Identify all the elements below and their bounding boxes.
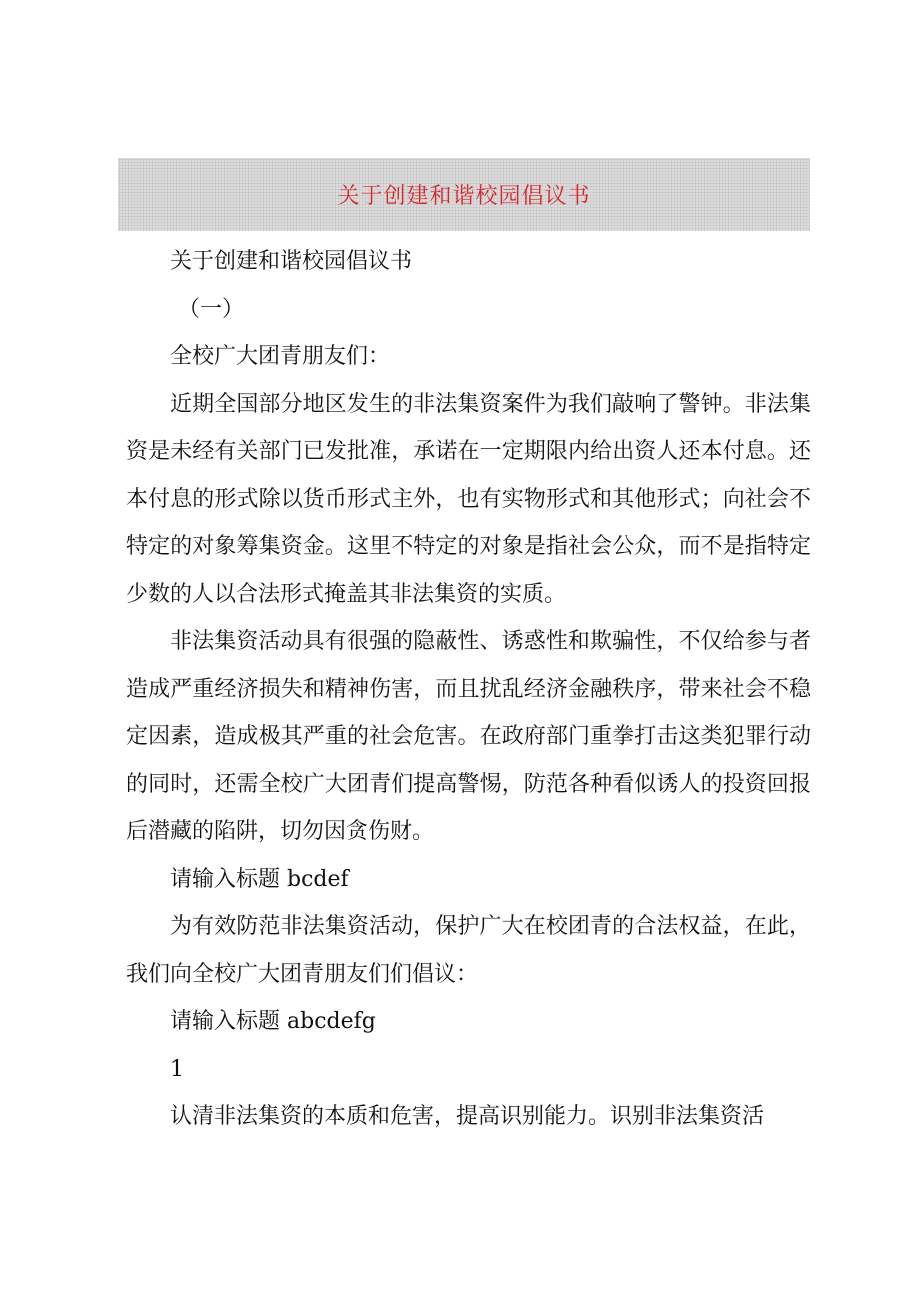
document-body: [126, 238, 811, 1141]
item-number: 1: [170, 1056, 184, 1082]
subheading-2: 请输入标题 abcdefg: [170, 1009, 376, 1034]
subheading-1: 请输入标题 bcdef: [170, 866, 349, 892]
paragraph-1: 近期全国部分地区发生的非法集资案件为我们敲响了警钟。非法集资是未经有关部门已发批准，承诺在一定期限内给出资人还本付息。还本付息的形式除以货币形式主外，也有实物形式和其他形式；向社会不特定的对象筹集资金。这里不特定的对象是指社会公众，而不是指特定少数的人以合法形式掩盖其非法集资的实质。: [126, 391, 811, 607]
paragraph-3: 为有效防范非法集资活动，保护广大在校团青的合法权益，在此，我们向全校广大团青朋友们们倡议：: [126, 914, 811, 987]
title-banner: [118, 158, 810, 231]
banner-title: 关于创建和谐校园倡议书: [337, 184, 591, 209]
greeting: 全校广大团青朋友们：: [170, 344, 391, 369]
paragraph-4: 认清非法集资的本质和危害，提高识别能力。识别非法集资活: [170, 1104, 765, 1129]
paragraph-2: 非法集资活动具有很强的隐蔽性、诱惑性和欺骗性，不仅给参与者造成严重经济损失和精神伤害，而且扰乱经济金融秩序，带来社会不稳定因素，造成极其严重的社会危害。在政府部门重拳打击这类犯罪行动的同时，还需全校广大团青们提高警惕，防范各种看似诱人的投资回报后潜藏的陷阱，切勿因贪伤财。: [126, 629, 811, 844]
section-number: （一）: [178, 296, 245, 322]
document-heading: 关于创建和谐校园倡议书: [170, 249, 413, 274]
